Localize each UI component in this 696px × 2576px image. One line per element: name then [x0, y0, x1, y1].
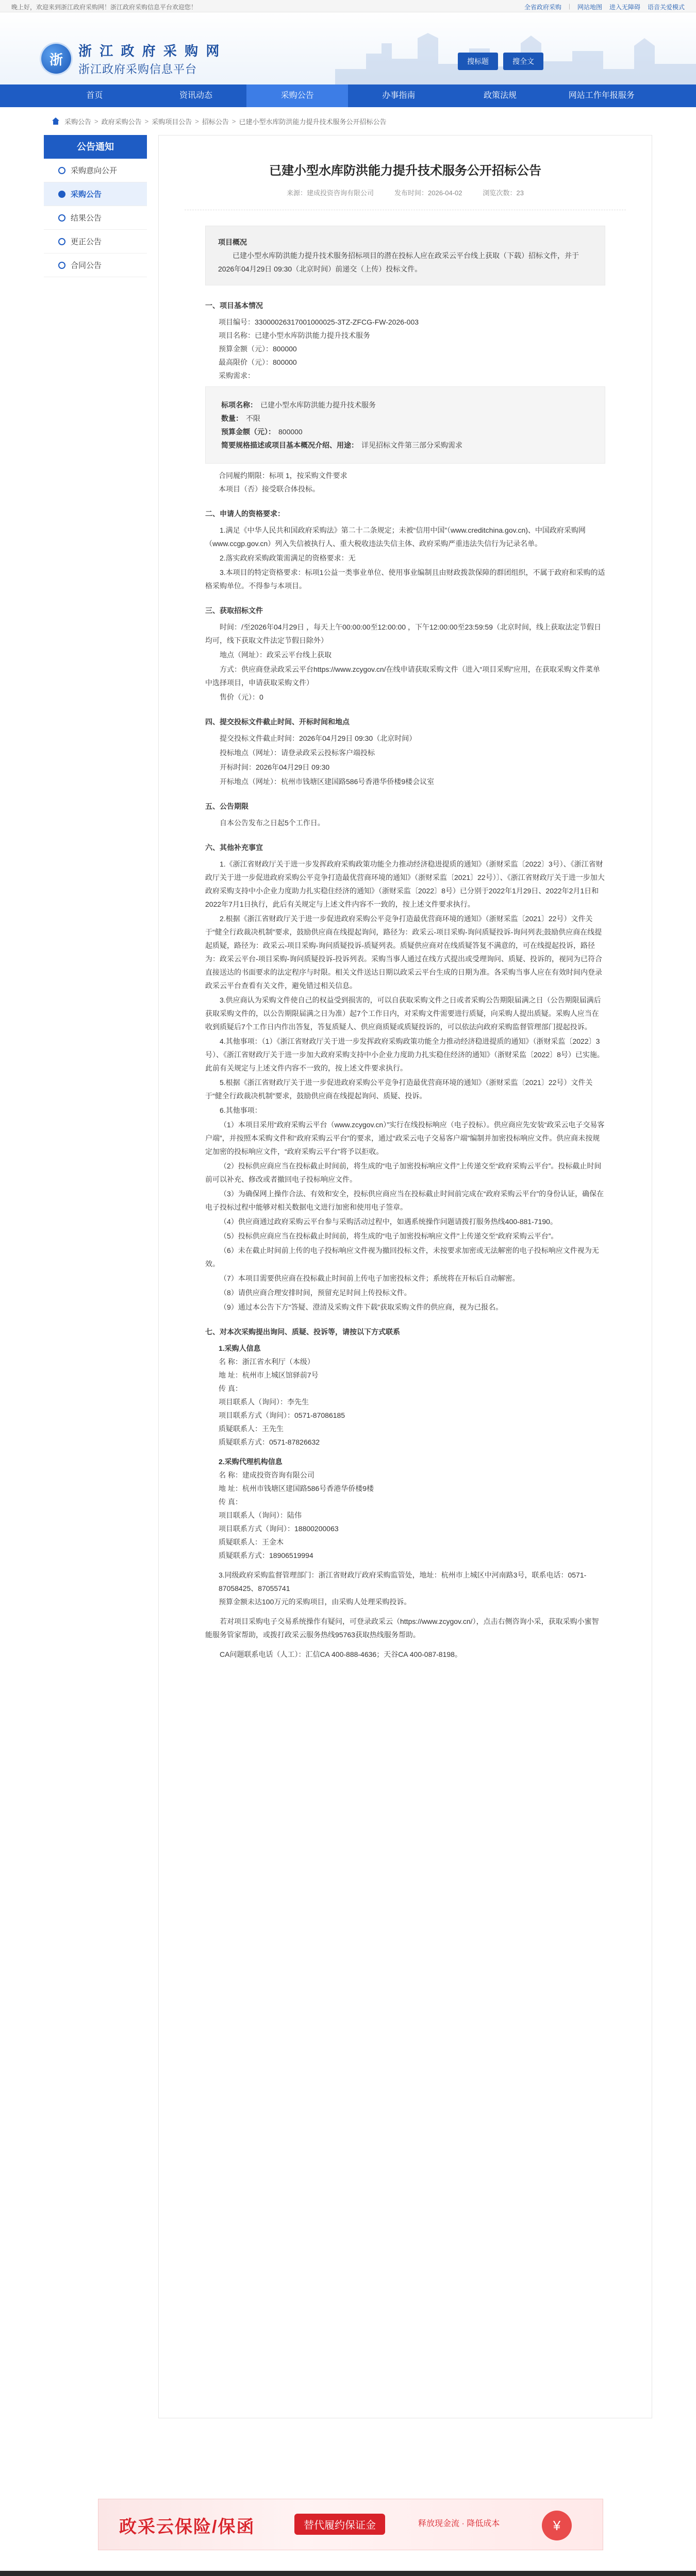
- agency-name: 名 称：建成投资咨询有限公司: [219, 1471, 314, 1479]
- sidebar-item-label: 采购公告: [71, 190, 102, 199]
- breadcrumb-item[interactable]: 采购项目公告: [152, 117, 192, 126]
- buyer-complaint-contact: 质疑联系人：王先生: [219, 1425, 284, 1433]
- breadcrumb-item[interactable]: 政府采购公告: [101, 117, 142, 126]
- bullet-icon: [58, 167, 65, 174]
- paragraph: 1.《浙江省财政厅关于进一步发挥政府采购政策功能全力推动经济稳进提质的通知》（浙财采监〔2022〕3号）、《浙江省财政厅关于进一步促进政府采购公平竞争打造最优营商环境的通知》（浙财采监〔2021〕22号）〕、《浙江省财政厅关于进一步加大政府采购支持中小企业力度助力扎实稳住经济的通知》（浙财采监〔2022〕8号）已分别于2022年1月29日、2022年2月1日和2022年7月1日执行，此后有关规定与上述文件内容不一致的，按上述文件要求执行。: [205, 860, 605, 908]
- home-icon[interactable]: [52, 117, 59, 125]
- paragraph: 自本公告发布之日起5个工作日。: [220, 819, 325, 827]
- lot-row: [221, 412, 589, 425]
- sidebar-item-label: 合同公告: [71, 261, 102, 270]
- paragraph: 地点（网址）：政采云平台线上获取: [220, 651, 332, 659]
- link-accessibility[interactable]: 进入无障碍: [609, 4, 640, 11]
- banner-pill: 替代履约保证金: [294, 2514, 385, 2535]
- paragraph: （9）通过本公告下方“答疑、澄清及采购文件下载”获取采购文件的供应商，视为已报名。: [220, 1303, 503, 1311]
- breadcrumb-separator: >: [94, 117, 98, 125]
- sidebar-heading: 公告通知: [44, 135, 147, 159]
- paragraph: 2.根据《浙江省财政厅关于进一步促进政府采购公平竞争打造最优营商环境的通知》（浙财采监〔2021〕22号）文件关于“健全行政裁决机制”要求，鼓励供应商在线提起询问，路径为：政采云-项目采购-询问质疑投诉-询问列表;鼓励供应商在线提起质疑，路径为：政采云-项目采购-询问质疑投诉-质疑列表。质疑供应商对在线质疑答复不满意的，可在线提起投诉，路径为：政采云平台-项目采购-询问质疑投诉-投诉列表。采购当事人通过在线方式提出或受理询问、质疑、投诉的，视同为已符合直接送达的书面要求的法定程序与时限。相关文件送达日期以政采云平台生成的日期为准。各采购当事人应在有效时间内登录政采云平台查看有关文件，避免错过相关信息。: [205, 914, 602, 990]
- paragraph: 提交投标文件截止时间：2026年04月29日 09:30（北京时间）: [220, 734, 417, 742]
- banner-title: 政采云保险/保函: [119, 2517, 255, 2537]
- section-heading: 二、申请人的资格要求：: [205, 510, 285, 518]
- sidebar-item-label: 结果公告: [71, 214, 102, 223]
- buyer-complaint-phone: 质疑联系方式：0571-87826632: [219, 1438, 320, 1446]
- paragraph: 开标地点（网址）：杭州市钱塘区建国路586号香港华侨楼9楼会议室: [220, 777, 435, 786]
- sidebar-item-announcements[interactable]: [44, 182, 147, 206]
- budget-amount: 预算金额（元）：800000: [219, 345, 297, 353]
- buyer-address: 地 址：杭州市上城区馆驿前7号: [219, 1371, 319, 1379]
- bullet-icon: [58, 238, 65, 245]
- agency-contact: 项目联系人（询问）：陆伟: [219, 1511, 302, 1519]
- coin-icon: ¥: [542, 2511, 572, 2540]
- max-price: 最高限价（元）：800000: [219, 358, 297, 366]
- site-title: 浙 江 政 府 采 购 网: [78, 43, 222, 59]
- buyer-name: 名 称：浙江省水利厅（本级）: [219, 1358, 314, 1366]
- paragraph: 方式：供应商登录政采云平台https://www.zcygov.cn/在线申请获取采购文件（进入“项目采购”应用，在获取采购文件菜单中选择项目，申请获取采购文件）: [205, 665, 600, 687]
- paragraph: 1.满足《中华人民共和国政府采购法》第二十二条规定；未被“信用中国”（www.creditchina.gov.cn)、中国政府采购网（www.ccgp.gov.cn）列入失信被执行人、重大税收违法失信主体、政府采购严重违法失信行为记录名单。: [205, 526, 586, 548]
- lot-key: 简要规格描述或项目基本概况介绍、用途：: [221, 441, 358, 449]
- site-footer: [0, 2571, 696, 2576]
- lot-row: [221, 438, 589, 452]
- sidebar-item-contracts[interactable]: [44, 253, 147, 277]
- paragraph: 时间：/至2026年04月29日 ，每天上午00:00:00至12:00:00 ，下午12:00:00至23:59:59（北京时间，线上获取法定节假日均可，线下获取文件法定节假日除外）: [205, 623, 601, 645]
- paragraph: （5）投标供应商应当在投标截止时间前，将生成的“电子加密投标响应文件”上传递交至“政府采购云平台”。: [220, 1232, 558, 1240]
- sidebar-item-corrections[interactable]: [44, 230, 147, 253]
- paragraph: 售价（元）：0: [220, 693, 263, 701]
- agency-complaint-contact: 质疑联系人：王金木: [219, 1538, 284, 1546]
- paragraph: 3.供应商认为采购文件使自己的权益受到损害的，可以自获取采购文件之日或者采购公告期限届满之日（公告期限届满后获取采购文件的，以公告期限届满之日为准）起7个工作日内，对采购文件需要进行质疑，向采购人提出质疑。采购人应当在收到质疑后7个工作日内作出答复，答复质疑人、供应商质疑或质疑投诉的，可以依法向政府采购监督管理部门提起投诉。: [205, 996, 601, 1031]
- buyer-contact: 项目联系人（询问）：李先生: [219, 1398, 309, 1406]
- project-number: 项目编号：33000026317001000025-3TZ-ZFCG-FW-2026-003: [219, 318, 419, 326]
- welcome-text: 晚上好，欢迎来到浙江政府采购网！浙江政府采购信息平台欢迎您！: [11, 4, 197, 11]
- supervisor-info: 3.同级政府采购监督管理部门：浙江省财政厅政府采购监管处，地址：杭州市上城区中河南路3号，联系电话：0571-87058425、87055741: [219, 1571, 587, 1592]
- agency-address: 地 址：杭州市钱塘区建国路586号香港华侨楼9楼: [219, 1484, 374, 1493]
- article-date: 发布时间：2026-04-02: [394, 189, 462, 197]
- article-views: 浏览次数：23: [483, 189, 524, 197]
- header-search: [458, 53, 543, 70]
- search-title-button[interactable]: 搜标题: [458, 53, 498, 70]
- consortium-note: 本项目（否）接受联合体投标。: [219, 485, 320, 493]
- section-heading: 五、公告期限: [205, 802, 248, 810]
- bullet-icon: [58, 262, 65, 269]
- divider: |: [568, 3, 570, 10]
- agency-complaint-phone: 质疑联系方式：18906519994: [219, 1551, 313, 1560]
- paragraph: 投标地点（网址）：请登录政采云投标客户端投标: [220, 749, 375, 757]
- sidebar-item-label: 更正公告: [71, 238, 102, 246]
- contract-term: 合同履约期限：标项 1，按采购文件要求: [219, 471, 347, 480]
- paragraph: 4.其他事项：（1）《浙江省财政厅关于进一步发挥政府采购政策功能全力推动经济稳进提质的通知》（浙财采监〔2022〕3号）、《浙江省财政厅关于进一步加大政府采购支持中小企业力度助力扎实稳住经济的通知》（浙财采监〔2022〕8号）已实施。此前有关规定与上述文件内容不一致的，按上述文件要求执行。: [205, 1037, 604, 1072]
- link-province-procurement[interactable]: 全省政府采购: [524, 4, 561, 11]
- main-area: [44, 135, 652, 2418]
- paragraph: （2）投标供应商应当在投标截止时间前，将生成的“电子加密投标响应文件”上传递交至“政府采购云平台”。投标截止时间前可以补充、修改或者撤回电子投标响应文件。: [205, 1162, 602, 1183]
- buyer-info-title: 1.采购人信息: [219, 1344, 261, 1352]
- lot-value: 800000: [278, 428, 303, 436]
- ca-contact-note: CA问题联系电话（人工）：汇信CA 400-888-4636；天谷CA 400-087-8198。: [220, 1650, 462, 1658]
- site-logo[interactable]: [41, 41, 221, 77]
- article-meta: [185, 188, 626, 210]
- lot-row: [221, 398, 589, 412]
- breadcrumb-separator: >: [231, 117, 236, 125]
- paragraph: 2.落实政府采购政策需满足的资格要求：无: [220, 554, 356, 562]
- search-fulltext-button[interactable]: 搜全文: [503, 53, 543, 70]
- section-heading: 三、获取招标文件: [205, 606, 263, 615]
- article-title: 已建小型水库防洪能力提升技术服务公开招标公告: [269, 164, 541, 178]
- article-source: 来源：建成投资咨询有限公司: [287, 189, 374, 197]
- sidebar: [44, 135, 147, 2418]
- insurance-ad-banner[interactable]: [98, 2499, 603, 2550]
- breadcrumb-separator: >: [144, 117, 149, 125]
- lot-value: 不限: [246, 414, 260, 422]
- paragraph: （1）本项目采用“政府采购云平台（www.zcygov.cn）”实行在线投标响应（电子投标）。供应商应先安装“政采云电子交易客户端”，并按照本采购文件和“政府采购云平台”的要求，通过“政采云电子交易客户端”编制并加密投标响应文件。供应商未按规定加密的投标响应文件，“政府采购云平台”将予以拒收。: [205, 1121, 605, 1156]
- section-heading: 一、项目基本情况: [205, 301, 263, 310]
- link-sitemap[interactable]: 网站地图: [577, 4, 602, 11]
- paragraph: 6.其他事项：: [220, 1106, 262, 1114]
- breadcrumb-current: 已建小型水库防洪能力提升技术服务公开招标公告: [239, 117, 387, 126]
- paragraph: （7）本项目需要供应商在投标截止时间前上传电子加密投标文件；系统将在开标后自动解密。: [220, 1274, 520, 1282]
- closing-note: 若对项目采购电子交易系统操作有疑问，可登录政采云（https://www.zcygov.cn/），点击右侧咨询小采，获取采购小蜜智能服务管家帮助，或拨打政采云服务热线95763获取热线服务帮助。: [205, 1617, 599, 1639]
- buyer-phone: 项目联系方式（询问）：0571-87086185: [219, 1411, 345, 1419]
- paragraph: 5.根据《浙江省财政厅关于进一步促进政府采购公平竞争打造最优营商环境的通知》（浙财采监〔2021〕22号）文件关于“健全行政裁决机制”要求，鼓励供应商在线提起询问、质疑、投诉。: [205, 1078, 593, 1100]
- link-voice-care[interactable]: 语音关爱模式: [647, 4, 685, 11]
- procurement-needs: 采购需求：: [219, 371, 255, 380]
- project-overview: [205, 226, 605, 285]
- top-links: [524, 3, 685, 11]
- top-utility-bar: [0, 0, 696, 12]
- bullet-icon: [58, 191, 65, 198]
- banner-tagline: 释放现金流 · 降低成本: [418, 2519, 500, 2528]
- paragraph: （6）未在截止时间前上传的电子投标响应文件视为撤回投标文件，未按要求加密或无法解密的电子投标响应文件视为无效。: [205, 1246, 599, 1268]
- nav-announcements[interactable]: 采购公告: [246, 84, 348, 107]
- lot-value: 详见招标文件第三部分采购需求: [361, 441, 462, 449]
- article-panel: [158, 135, 652, 2418]
- breadcrumb-item[interactable]: 招标公告: [202, 117, 229, 126]
- paragraph: （3）为确保网上操作合法、有效和安全，投标供应商应当在投标截止时间前完成在“政府采购云平台”的身份认证，确保在电子投标过程中能够对相关数据电文进行加密和使用电子签章。: [205, 1190, 604, 1211]
- section-heading: 四、提交投标文件截止时间、开标时间和地点: [205, 718, 350, 726]
- agency-fax: 传 真：: [219, 1498, 242, 1506]
- paragraph: （8）请供应商合理安排时间，预留充足时间上传投标文件。: [220, 1289, 411, 1297]
- nav-annual-report[interactable]: 网站工作年报服务: [568, 91, 635, 100]
- section-heading: 七、对本次采购提出询问、质疑、投诉等，请按以下方式联系: [205, 1328, 400, 1336]
- lot-details: [205, 386, 605, 464]
- sidebar-item-label: 采购意向公开: [71, 166, 118, 175]
- nav-guide[interactable]: 办事指南: [382, 91, 416, 100]
- lot-key: 预算金额（元）：: [221, 428, 275, 436]
- main-nav: [0, 84, 696, 107]
- sidebar-item-intent[interactable]: [44, 159, 147, 182]
- buyer-fax: 传 真：: [219, 1384, 242, 1393]
- breadcrumb-separator: >: [195, 117, 199, 125]
- section-heading: 六、其他补充事宜: [205, 843, 263, 852]
- agency-phone: 项目联系方式（询问）：18800200063: [219, 1524, 339, 1533]
- bullet-icon: [58, 214, 65, 222]
- breadcrumb: [44, 107, 652, 135]
- article-body: [185, 210, 626, 1661]
- nav-home[interactable]: 首页: [86, 91, 103, 100]
- overview-label: 项目概况: [218, 238, 247, 246]
- nav-policy[interactable]: 政策法规: [484, 91, 517, 100]
- sidebar-item-results[interactable]: [44, 206, 147, 230]
- supervisor-note: 预算金额未达100万元的采购项目，由采购人处理采购投诉。: [219, 1598, 411, 1606]
- lot-row: [221, 425, 589, 438]
- lot-key: 标项名称：: [221, 401, 257, 409]
- nav-news[interactable]: 资讯动态: [179, 91, 213, 100]
- paragraph: （4）供应商通过政府采购云平台参与采购活动过程中，如遇系统操作问题请拨打服务热线400-881-7190。: [220, 1217, 557, 1226]
- paragraph: 3.本项目的特定资格要求：标项1公益一类事业单位、使用事业编制且由财政拨款保障的群团组织，不属于政府和采购的适格采购单位。不得参与本项目。: [205, 568, 605, 590]
- agency-info-title: 2.采购代理机构信息: [219, 1458, 283, 1466]
- lot-key: 数量：: [221, 414, 243, 422]
- site-header: [0, 12, 696, 84]
- lot-value: 已建小型水库防洪能力提升技术服务: [260, 401, 376, 409]
- overview-text: 已建小型水库防洪能力提升技术服务招标项目的潜在投标人应在政采云平台线上获取（下载）招标文件，并于2026年04月29日 09:30（北京时间）前递交（上传）投标文件。: [218, 251, 579, 273]
- project-name: 项目名称：已建小型水库防洪能力提升技术服务: [219, 331, 370, 340]
- breadcrumb-item[interactable]: 采购公告: [64, 117, 92, 126]
- site-subtitle: 浙江政府采购信息平台: [78, 63, 197, 76]
- emblem-icon: 浙: [41, 44, 71, 74]
- paragraph: 开标时间：2026年04月29日 09:30: [220, 763, 330, 771]
